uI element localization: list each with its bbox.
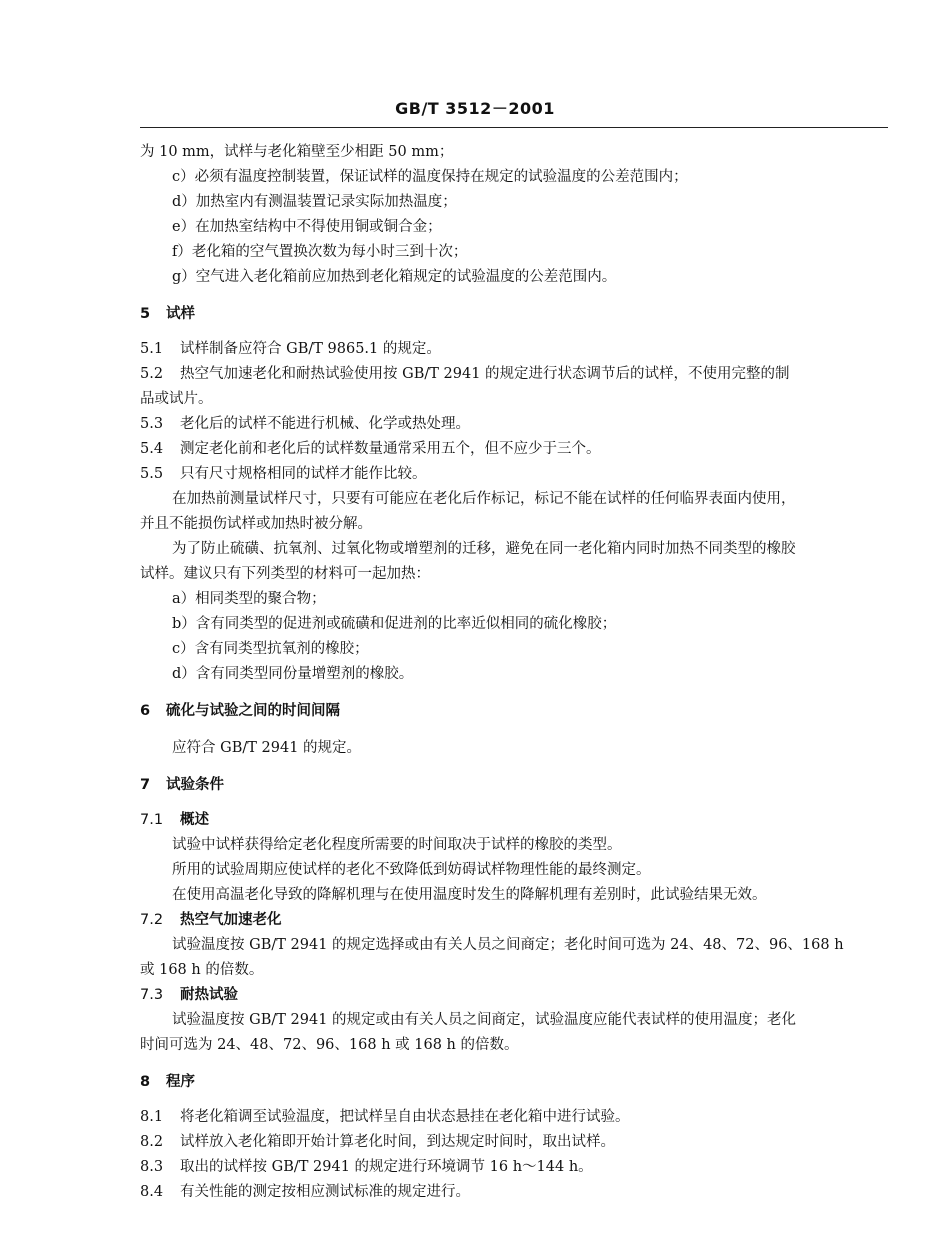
clause-number: 7.1 [140,812,164,828]
paragraph-line: 试验温度按 GB/T 2941 的规定或由有关人员之间商定，试验温度应能代表试样的使用温度；老化 [172,1012,797,1028]
clause-5-2 [140,362,890,387]
list-item: a）相同类型的聚合物； [172,591,326,607]
clause-number: 5.1 [140,341,164,357]
section-heading-7 [140,773,890,798]
section-title: 程序 [166,1074,195,1090]
clause-number: 7.3 [140,987,164,1003]
list-item: f）老化箱的空气置换次数为每小时三到十次； [172,244,468,260]
paragraph-line: 或 168 h 的倍数。 [140,962,264,978]
section-heading-8 [140,1070,890,1095]
clause-number: 5.3 [140,416,164,432]
list-item: g）空气进入老化箱前应加热到老化箱规定的试验温度的公差范围内。 [172,269,617,285]
list-item: c）必须有温度控制装置，保证试样的温度保持在规定的试验温度的公差范围内； [172,169,688,185]
continuation-line: 为 10 mm，试样与老化箱壁至少相距 50 mm； [140,144,454,160]
paragraph-line: 试验中试样获得给定老化程度所需要的时间取决于试样的橡胶的类型。 [172,837,622,853]
clause-number: 8.3 [140,1159,164,1175]
list-item: d）加热室内有测温装置记录实际加热温度； [172,194,457,210]
section-title: 硫化与试验之间的时间间隔 [166,703,340,719]
clause-title: 概述 [180,812,209,828]
paragraph-line: 时间可选为 24、48、72、96、168 h 或 168 h 的倍数。 [140,1037,519,1053]
standard-header: GB/T 3512－2001 [395,99,555,118]
clause-text: 只有尺寸规格相同的试样才能作比较。 [180,466,427,482]
clause-7-3 [140,983,890,1008]
paragraph-line: 为了防止硫磺、抗氧剂、过氧化物或增塑剂的迁移，避免在同一老化箱内同时加热不同类型的橡胶 [172,541,796,557]
section-number: 5 [140,306,151,322]
paragraph-line: 试验温度按 GB/T 2941 的规定选择或由有关人员之间商定；老化时间可选为 24、48、72、96、168 h [172,937,844,953]
paragraph-line: 应符合 GB/T 2941 的规定。 [172,740,362,756]
clause-number: 8.1 [140,1109,164,1125]
section-heading-5 [140,302,890,327]
clause-text: 老化后的试样不能进行机械、化学或热处理。 [180,416,470,432]
paragraph-line: 在使用高温老化导致的降解机理与在使用温度时发生的降解机理有差别时，此试验结果无效。 [172,887,767,903]
clause-text-continued: 品或试片。 [140,391,213,407]
list-item: c）含有同类型抗氧剂的橡胶； [172,641,369,657]
section-title: 试样 [166,306,195,322]
clause-number: 7.2 [140,912,164,928]
clause-text: 将老化箱调至试验温度，把试样呈自由状态悬挂在老化箱中进行试验。 [180,1109,630,1125]
clause-number: 5.4 [140,441,164,457]
section-number: 7 [140,777,151,793]
paragraph-line: 试样。建议只有下列类型的材料可一起加热： [140,566,430,582]
clause-7-2 [140,908,890,933]
list-item: b）含有同类型的促进剂或硫磺和促进剂的比率近似相同的硫化橡胶； [172,616,617,632]
section-heading-6 [140,699,890,724]
clause-number: 8.2 [140,1134,164,1150]
section-number: 6 [140,703,151,719]
clause-title: 耐热试验 [180,987,238,1003]
clause-7-1 [140,808,890,833]
list-item: d）含有同类型同份量增塑剂的橡胶。 [172,666,414,682]
clause-8-1 [140,1105,890,1130]
clause-number: 8.4 [140,1184,164,1200]
clause-text: 试样放入老化箱即开始计算老化时间，到达规定时间时，取出试样。 [180,1134,615,1150]
paragraph-line: 所用的试验周期应使试样的老化不致降低到妨碍试样物理性能的最终测定。 [172,862,651,878]
clause-8-2 [140,1130,890,1155]
clause-5-1 [140,337,890,362]
document-body [140,140,890,1205]
list-item: e）在加热室结构中不得使用铜或铜合金； [172,219,442,235]
header-rule [140,127,888,128]
clause-text: 试样制备应符合 GB/T 9865.1 的规定。 [180,341,441,357]
clause-text: 有关性能的测定按相应测试标准的规定进行。 [180,1184,470,1200]
clause-5-3 [140,412,890,437]
clause-8-4 [140,1180,890,1205]
paragraph-line: 在加热前测量试样尺寸，只要有可能应在老化后作标记，标记不能在试样的任何临界表面内使用， [172,491,796,507]
clause-number: 5.5 [140,466,164,482]
clause-5-4 [140,437,890,462]
clause-text: 取出的试样按 GB/T 2941 的规定进行环境调节 16 h～144 h。 [180,1159,593,1175]
clause-5-5 [140,462,890,487]
section-title: 试验条件 [166,777,224,793]
clause-text: 热空气加速老化和耐热试验使用按 GB/T 2941 的规定进行状态调节后的试样，不使用完整的制 [180,366,790,382]
clause-number: 5.2 [140,366,164,382]
paragraph-line: 并且不能损伤试样或加热时被分解。 [140,516,372,532]
section-number: 8 [140,1074,151,1090]
clause-text: 测定老化前和老化后的试样数量通常采用五个，但不应少于三个。 [180,441,601,457]
clause-title: 热空气加速老化 [180,912,282,928]
clause-8-3 [140,1155,890,1180]
